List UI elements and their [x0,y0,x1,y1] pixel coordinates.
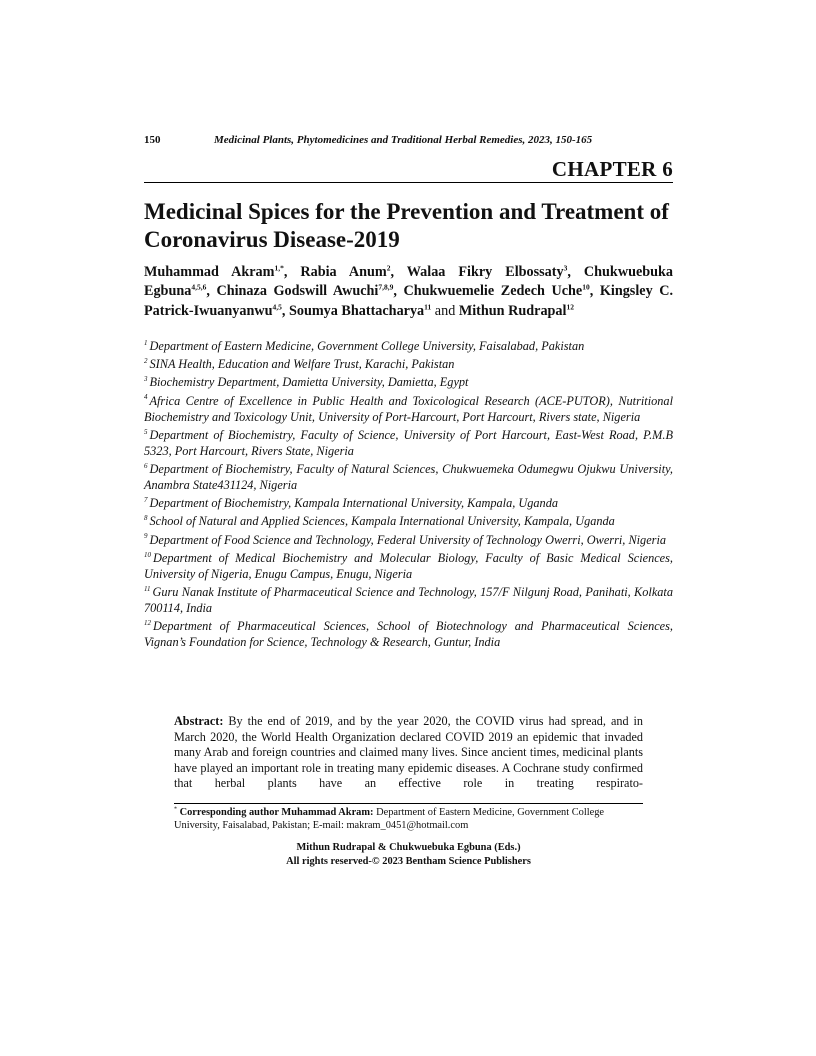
author: Chinaza Godswill Awuchi$^{7,8,9}$, [216,282,404,300]
affiliation: $^1$ Department of Eastern Medicine, Government College University, Faisalabad, Pakistan [144,338,585,353]
affiliation: $^6$ Department of Biochemistry, Faculty of Natural Sciences, Chukwuemeka Odumegwu Ojukwu University, Anambra State431124, Nigeria [144,461,673,492]
author: Mithun Rudrapal$^{12}$ [458,301,574,319]
abstract-label: Abstract: [174,714,224,728]
author: Soumya Bhattacharya$^{11}$ [288,301,432,319]
affiliation: $^7$ Department of Biochemistry, Kampala International University, Kampala, Uganda [144,496,558,511]
journal-citation: Medicinal Plants, Phytomedicines and Traditional Herbal Remedies, 2023, 150-165 [214,134,593,146]
affiliation-list [144,338,673,652]
author-list [144,263,673,321]
editors-line: Mithun Rudrapal & Chukwuebuka Egbuna (Eds.) [296,842,521,853]
affiliation: $^9$ Department of Food Science and Technology, Federal University of Technology Owerri, Owerri, Nigeria [144,532,667,547]
abstract-text: By the end of 2019, and by the year 2020, the COVID virus had spread, and in March 2020, the World Health Organization declared COVID 2019 an epidemic that invaded many Arab and foreign countries and claimed many lives. Since ancient times, medicinal plants have played an important role in treating many epidemic diseases. A Cochrane study confirmed that herbal plants have an effective role in treating respirato- [174,714,644,790]
imprint [144,841,673,868]
footnote-divider [174,803,643,804]
affiliation: $^4$ Africa Centre of Excellence in Public Health and Toxicological Research (ACE-PUTOR), Nutritional Biochemistry and Toxicology Unit, University of Port-Harcourt, Port Harcourt, Rivers state, Nigeria [144,393,673,424]
abstract [174,714,643,792]
affiliation: $^8$ School of Natural and Applied Sciences, Kampala International University, Kampala, Uganda [144,514,615,529]
affiliation: $^{12}$ Department of Pharmaceutical Sciences, School of Biotechnology and Pharmaceutical Sciences, Vignan’s Foundation for Science, Technology & Research, Guntur, India [144,618,673,650]
chapter-label: CHAPTER 6 [551,157,673,181]
footnote-label: Corresponding author Muhammad Akram: [179,807,374,818]
affiliation: $^3$ Biochemistry Department, Damietta University, Damietta, Egypt [144,375,469,390]
author-conjunction: and [434,302,456,319]
author: Walaa Fikry Elbossaty$^3$, [406,263,584,280]
affiliation: $^{11}$ Guru Nanak Institute of Pharmaceutical Science and Technology, 157/F Nilgunj Road, Panihati, Kolkata 700114, India [144,584,673,615]
page-number: 150 [144,134,161,146]
chapter-divider [144,182,673,183]
author: Chukwuemelie Zedech Uche$^{10}$, [403,282,600,300]
author: Chukwuebuka Egbuna$^{4,5,6}$, [144,264,674,300]
author: Rabia Anum$^2$, [300,263,407,280]
corresponding-author-footnote [174,806,643,832]
copyright-line: All rights reserved-© 2023 Bentham Science Publishers [286,855,531,867]
author: Kingsley C. Patrick-Iwuanyanwu$^{4,5}$, [144,283,674,319]
footnote-mark: * [174,806,177,813]
author: Muhammad Akram$^{1,*}$, [144,263,301,280]
affiliation: $^5$ Department of Biochemistry, Faculty of Science, University of Port Harcourt, East-West Road, P.M.B 5323, Port Harcourt, Rivers State, Nigeria [144,427,673,458]
footnote-text: Department of Eastern Medicine, Government College University, Faisalabad, Pakistan; E-mail: makram_0451@hotmail.com [174,807,605,832]
chapter-title: Medicinal Spices for the Prevention and Treatment of Coronavirus Disease-2019 [144,199,669,252]
affiliation: $^{10}$ Department of Medical Biochemistry and Molecular Biology, Faculty of Basic Medical Sciences, University of Nigeria, Enugu Campus, Enugu, Nigeria [144,550,673,581]
affiliation: $^2$ SINA Health, Education and Welfare Trust, Karachi, Pakistan [144,357,455,372]
